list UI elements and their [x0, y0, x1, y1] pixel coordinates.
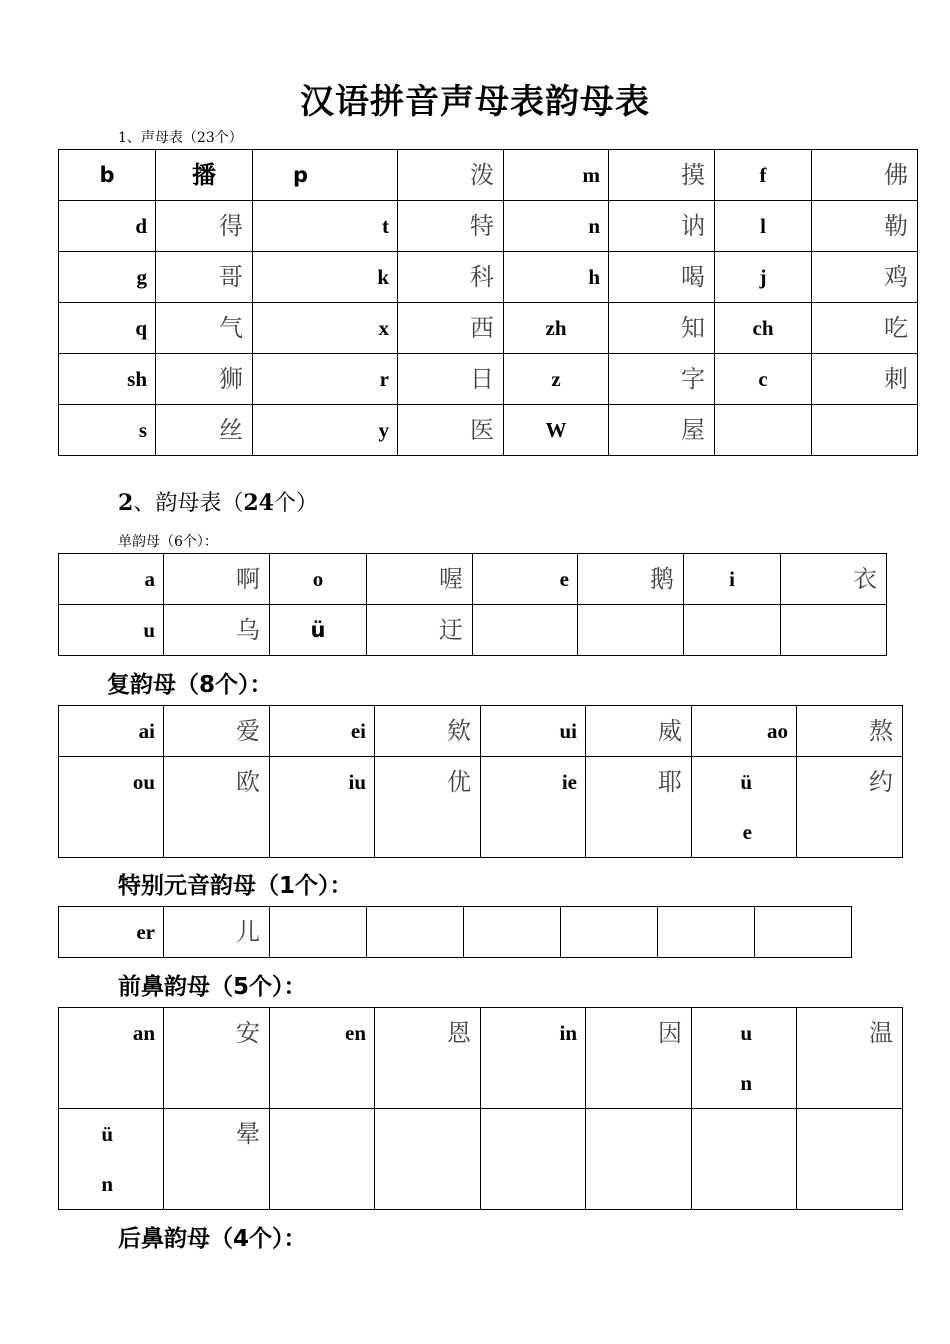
pinyin-cell: g: [59, 252, 156, 303]
hanzi-cell: 优: [375, 757, 481, 858]
table-row: [59, 201, 918, 252]
table-row: [59, 757, 903, 858]
pinyin-cell: i: [684, 554, 781, 605]
hanzi-cell: 耶: [586, 757, 692, 858]
initials-table: [58, 149, 918, 456]
pinyin-cell: r: [253, 354, 398, 405]
pinyin-cell: er: [59, 907, 164, 958]
special-finals-heading: 特别元音韵母（1个）：: [118, 873, 353, 899]
hanzi-cell: 乌: [164, 605, 270, 656]
empty-cell: [797, 1109, 903, 1210]
table-row: [59, 706, 903, 757]
table-row: [59, 303, 918, 354]
compound-finals-table: [58, 705, 903, 858]
hanzi-cell: 丝: [156, 405, 253, 456]
front-nasal-finals-heading: 前鼻韵母（5个）：: [118, 974, 307, 1000]
hanzi-cell: 哥: [156, 252, 253, 303]
hanzi-cell: 恩: [375, 1008, 481, 1109]
empty-cell: [781, 605, 887, 656]
pinyin-cell: t: [253, 201, 398, 252]
pinyin-cell: ei: [270, 706, 375, 757]
pinyin-cell: ou: [59, 757, 164, 858]
pinyin-cell: b: [59, 150, 156, 201]
page-title: 汉语拼音声母表韵母表: [300, 82, 650, 122]
pinyin-cell: y: [253, 405, 398, 456]
empty-cell: [812, 405, 918, 456]
pinyin-cell: k: [253, 252, 398, 303]
pinyin-cell: iu: [270, 757, 375, 858]
table-row: [59, 554, 887, 605]
hanzi-cell: 晕: [164, 1109, 270, 1210]
table-row: [59, 907, 852, 958]
empty-cell: [367, 907, 464, 958]
pinyin-cell: j: [715, 252, 812, 303]
finals-heading: 2、韵母表（24个）: [118, 490, 318, 516]
hanzi-cell: 欸: [375, 706, 481, 757]
front-nasal-finals-table: [58, 1007, 903, 1210]
hanzi-cell: 鹅: [578, 554, 684, 605]
empty-cell: [684, 605, 781, 656]
hanzi-cell: 衣: [781, 554, 887, 605]
pinyin-cell: m: [504, 150, 609, 201]
pinyin-cell: ch: [715, 303, 812, 354]
pinyin-cell: c: [715, 354, 812, 405]
pinyin-cell: h: [504, 252, 609, 303]
hanzi-cell: 儿: [164, 907, 270, 958]
pinyin-cell: u: [59, 605, 164, 656]
hanzi-cell: 日: [398, 354, 504, 405]
hanzi-cell: 字: [609, 354, 715, 405]
pinyin-cell: o: [270, 554, 367, 605]
pinyin-cell: ün: [59, 1109, 164, 1210]
pinyin-cell: sh: [59, 354, 156, 405]
hanzi-cell: 狮: [156, 354, 253, 405]
hanzi-cell: 迂: [367, 605, 473, 656]
hanzi-cell: 西: [398, 303, 504, 354]
pinyin-cell: ie: [481, 757, 586, 858]
hanzi-cell: 啊: [164, 554, 270, 605]
initials-label: 1、声母表（23个）: [118, 130, 243, 146]
hanzi-cell: 泼: [398, 150, 504, 201]
back-nasal-finals-heading: 后鼻韵母（4个）：: [118, 1226, 307, 1252]
empty-cell: [692, 1109, 797, 1210]
table-row: [59, 252, 918, 303]
pinyin-cell: n: [504, 201, 609, 252]
pinyin-cell: s: [59, 405, 156, 456]
empty-cell: [586, 1109, 692, 1210]
hanzi-cell: 温: [797, 1008, 903, 1109]
pinyin-cell: d: [59, 201, 156, 252]
hanzi-cell: 科: [398, 252, 504, 303]
table-row: [59, 405, 918, 456]
hanzi-cell: 医: [398, 405, 504, 456]
hanzi-cell: 因: [586, 1008, 692, 1109]
empty-cell: [561, 907, 658, 958]
empty-cell: [464, 907, 561, 958]
hanzi-cell: 喔: [367, 554, 473, 605]
hanzi-cell: 摸: [609, 150, 715, 201]
pinyin-cell: in: [481, 1008, 586, 1109]
empty-cell: [578, 605, 684, 656]
hanzi-cell: 佛: [812, 150, 918, 201]
hanzi-cell: 安: [164, 1008, 270, 1109]
table-row: [59, 605, 887, 656]
empty-cell: [473, 605, 578, 656]
hanzi-cell: 约: [797, 757, 903, 858]
special-finals-table: [58, 906, 852, 958]
hanzi-cell: 讷: [609, 201, 715, 252]
empty-cell: [481, 1109, 586, 1210]
compound-finals-heading: 复韵母（8个）：: [107, 672, 273, 698]
hanzi-cell: 喝: [609, 252, 715, 303]
pinyin-cell: ao: [692, 706, 797, 757]
hanzi-cell: 爱: [164, 706, 270, 757]
hanzi-cell: 欧: [164, 757, 270, 858]
pinyin-cell: un: [692, 1008, 797, 1109]
hanzi-cell: 屋: [609, 405, 715, 456]
pinyin-cell: ü: [270, 605, 367, 656]
hanzi-cell: 知: [609, 303, 715, 354]
hanzi-cell: 播: [156, 150, 253, 201]
pinyin-cell: ai: [59, 706, 164, 757]
pinyin-cell: üe: [692, 757, 797, 858]
pinyin-cell: x: [253, 303, 398, 354]
table-row: [59, 1109, 903, 1210]
empty-cell: [270, 907, 367, 958]
hanzi-cell: 气: [156, 303, 253, 354]
pinyin-cell: z: [504, 354, 609, 405]
empty-cell: [270, 1109, 375, 1210]
empty-cell: [715, 405, 812, 456]
pinyin-cell: a: [59, 554, 164, 605]
empty-cell: [658, 907, 755, 958]
simple-finals-table: [58, 553, 887, 656]
hanzi-cell: 勒: [812, 201, 918, 252]
empty-cell: [375, 1109, 481, 1210]
table-row: [59, 1008, 903, 1109]
pinyin-cell: en: [270, 1008, 375, 1109]
table-row: [59, 150, 918, 201]
table-row: [59, 354, 918, 405]
hanzi-cell: 威: [586, 706, 692, 757]
pinyin-cell: ui: [481, 706, 586, 757]
hanzi-cell: 特: [398, 201, 504, 252]
pinyin-cell: l: [715, 201, 812, 252]
pinyin-cell: zh: [504, 303, 609, 354]
hanzi-cell: 得: [156, 201, 253, 252]
hanzi-cell: 熬: [797, 706, 903, 757]
hanzi-cell: 鸡: [812, 252, 918, 303]
pinyin-cell: e: [473, 554, 578, 605]
hanzi-cell: 吃: [812, 303, 918, 354]
empty-cell: [755, 907, 852, 958]
pinyin-cell: p: [253, 150, 398, 201]
simple-finals-label: 单韵母（6个）：: [118, 534, 218, 550]
pinyin-cell: an: [59, 1008, 164, 1109]
pinyin-cell: q: [59, 303, 156, 354]
hanzi-cell: 刺: [812, 354, 918, 405]
pinyin-cell: W: [504, 405, 609, 456]
pinyin-cell: f: [715, 150, 812, 201]
